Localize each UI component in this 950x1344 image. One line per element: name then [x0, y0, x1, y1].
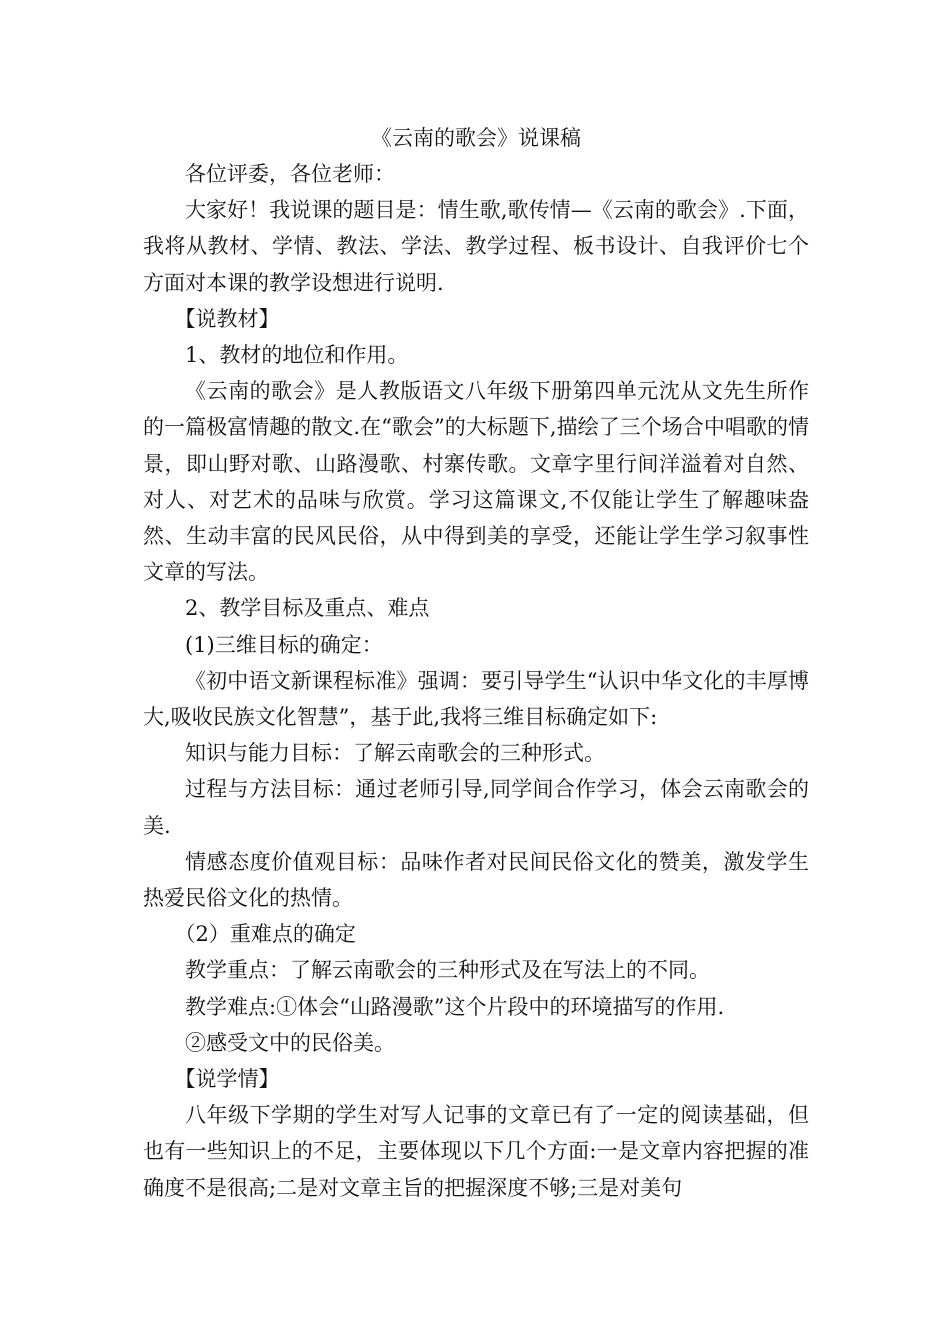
paragraph-difficulty-2: ②感受文中的民俗美。	[185, 1030, 395, 1055]
paragraph-process-goal: 过程与方法目标：通过老师引导,同学间合作学习，体会云南歌会的美.	[143, 777, 809, 838]
subheading-three-dimensions: (1)三维目标的确定：	[185, 632, 383, 657]
section-heading-textbook: 【说教材】	[174, 306, 280, 331]
paragraph-key-point: 教学重点：了解云南歌会的三种形式及在写法上的不同。	[185, 958, 710, 983]
subheading-key-points: （2）重难点的确定	[174, 922, 356, 947]
paragraph-standard: 《初中语文新课程标准》强调：要引导学生“认识中华文化的丰厚博大,吸收民族文化智慧”，基于此,我将三维目标确定如下:	[143, 668, 809, 730]
paragraph-greeting: 各位评委，各位老师：	[185, 162, 395, 186]
paragraph-knowledge-goal: 知识与能力目标：了解云南歌会的三种形式。	[185, 741, 605, 766]
paragraph-emotion-goal: 情感态度价值观目标：品味作者对民间民俗文化的赞美，激发学生热爱民俗文化的热情。	[143, 849, 809, 911]
section-heading-students: 【说学情】	[174, 1067, 280, 1092]
paragraph-students: 八年级下学期的学生对写人记事的文章已有了一定的阅读基础，但也有一些知识上的不足，主要体现以下几个方面:一是文章内容把握的准确度不是很高;二是对文章主旨的把握深度不够;三是对美句	[143, 1103, 809, 1200]
paragraph-difficulty-1: 教学难点:①体会“山路漫歌”这个片段中的环境描写的作用.	[185, 994, 725, 1019]
subheading-position: 1、教材的地位和作用。	[185, 343, 409, 368]
paragraph-textbook: 《云南的歌会》是人教版语文八年级下册第四单元沈从文先生所作的一篇极富情趣的散文.在“歌会”的大标题下,描绘了三个场合中唱歌的情景，即山野对歌、山路漫歌、村寨传歌。文章字里行间洋溢着对自然、对人、对艺术的品味与欣赏。学习这篇课文,不仅能让学生了解趣味盎然、生动丰富的民风民俗，从中得到美的享受，还能让学生学习叙事性文章的写法。	[143, 379, 809, 585]
paragraph-intro: 大家好！我说课的题目是：情生歌,歌传情—《云南的歌会》.下面，我将从教材、学情、教法、学法、教学过程、板书设计、自我评价七个方面对本课的教学设想进行说明.	[143, 198, 809, 295]
document-title: 《云南的歌会》说课稿	[371, 126, 581, 150]
subheading-objectives: 2、教学目标及重点、难点	[185, 596, 430, 621]
document-body	[143, 120, 809, 1206]
